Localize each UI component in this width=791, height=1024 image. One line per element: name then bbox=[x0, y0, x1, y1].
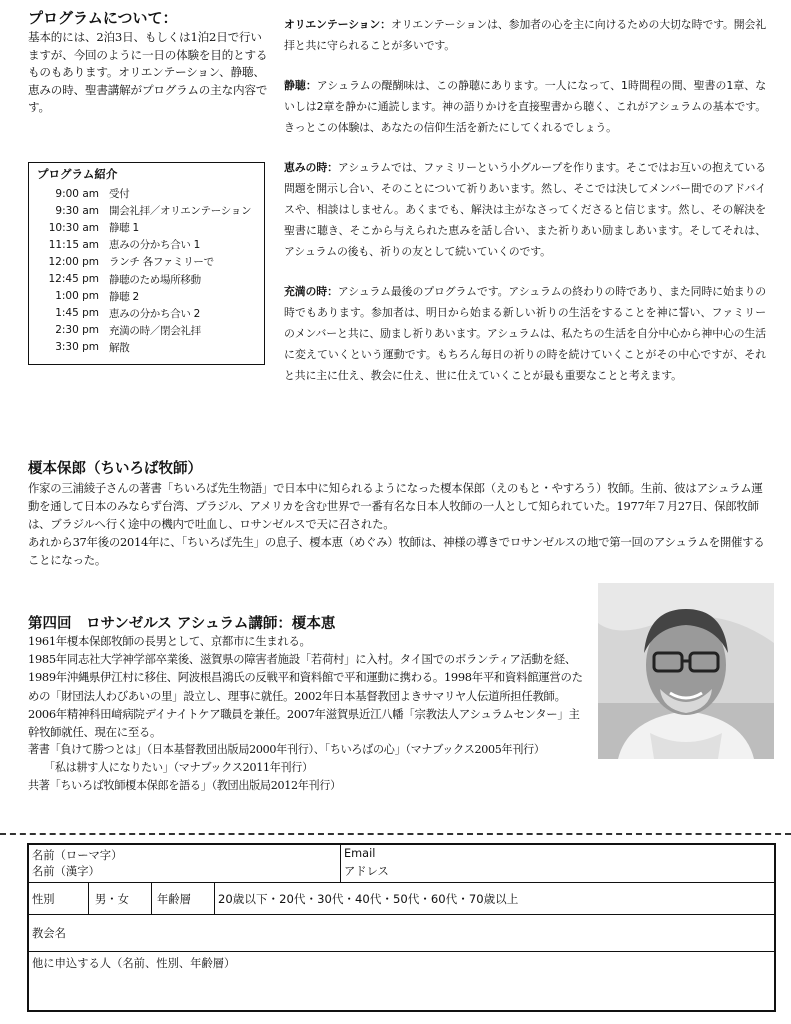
fullness-term: 充満の時： bbox=[284, 285, 338, 298]
schedule-row bbox=[29, 322, 264, 339]
other-applicants-field[interactable] bbox=[29, 951, 774, 1010]
address-label: アドレス bbox=[344, 865, 389, 878]
works-line-2: 「私は耕す人になりたい」（マナブックス2011年刊行） bbox=[28, 761, 313, 775]
name-kanji-label: 名前（漢字） bbox=[32, 865, 100, 878]
schedule-time: 3:30 pm bbox=[55, 341, 99, 354]
name-field[interactable] bbox=[29, 845, 340, 882]
enomoto-body bbox=[28, 479, 773, 569]
schedule-row bbox=[29, 339, 264, 356]
fullness-text: アシュラム最後のプログラムです。アシュラムの終わりの時であり、また同時に始まりの時でもあります。参加者は、明日から始まる新しい祈りの生活をすることを神に誓い、ファミリーのメンバーと共に、励まし祈りあいます。アシュラムは、私たちの生活を自分中心から神中心の生活に変えていくという運動です。もちろん毎日の祈りの時を続けていくことがその中心ですが、それと共に主に仕え、教会に仕え、世に仕えていくことが最も重要なことと考えます。 bbox=[284, 285, 766, 382]
age-label: 年齢層 bbox=[157, 893, 191, 906]
schedule-row bbox=[29, 236, 264, 253]
schedule-time: 11:15 am bbox=[48, 238, 99, 251]
church-field[interactable] bbox=[29, 914, 774, 951]
schedule-time: 12:00 pm bbox=[48, 255, 99, 268]
grace-term: 恵みの時： bbox=[284, 161, 338, 174]
silence-paragraph bbox=[284, 75, 766, 138]
orientation-paragraph bbox=[284, 14, 766, 56]
schedule-event: 充満の時／閉会礼拝 bbox=[109, 324, 201, 337]
email-address-field[interactable] bbox=[340, 845, 774, 882]
schedule-time: 1:45 pm bbox=[55, 307, 99, 320]
program-intro: 基本的には、2泊3日、もしくは1泊2日で行いますが、今回のように一日の体験を目的とするものもあります。オリエンテーション、静聴、恵みの時、聖書講解がプログラムの主な内容です。 bbox=[28, 30, 268, 114]
lecturer-bio bbox=[28, 632, 588, 741]
schedule-row bbox=[29, 288, 264, 305]
grace-paragraph bbox=[284, 157, 766, 262]
age-options-field[interactable] bbox=[214, 882, 774, 914]
name-roman-label: 名前（ローマ字） bbox=[32, 849, 123, 862]
schedule-box bbox=[28, 162, 265, 365]
schedule-time: 2:30 pm bbox=[55, 324, 99, 337]
orientation-text: オリエンテーションは、参加者の心を主に向けるための大切な時です。開会礼拝と共に守られることが多いです。 bbox=[284, 18, 766, 52]
schedule-time: 10:30 am bbox=[48, 221, 99, 234]
other-applicants-label: 他に申込する人（名前、性別、年齢層） bbox=[32, 957, 236, 970]
schedule-time: 9:30 am bbox=[55, 204, 99, 217]
schedule-event: 受付 bbox=[109, 188, 130, 201]
schedule-event: 静聴 1 bbox=[109, 222, 139, 235]
church-label: 教会名 bbox=[32, 927, 66, 940]
schedule-event: 解散 bbox=[109, 341, 130, 354]
schedule-time: 12:45 pm bbox=[48, 273, 99, 286]
grace-text: アシュラムでは、ファミリーという小グループを作ります。そこではお互いの抱えている問題を開示し合い、そのことについて祈りあいます。然し、そこでは決してメンバー間でのアドバイスや、相談はしません。あくまでも、解決は主がなさってくださると信じます。然し、その解決を聖書に聴き、そこから与えられた恵みを話し合い、また祈りあい励ましあいます。そしてそれは、アシュラムの後も、祈りの友として続いていくのです。 bbox=[284, 161, 766, 258]
lecturer-photo bbox=[598, 583, 774, 759]
silence-term: 静聴： bbox=[284, 79, 317, 92]
lecturer-bio-line-1: 1961年榎本保郎牧師の長男として、京都市に生まれる。 bbox=[28, 634, 311, 648]
orientation-term: オリエンテーション： bbox=[284, 18, 391, 31]
schedule-time: 1:00 pm bbox=[55, 290, 99, 303]
schedule-event: 静聴 2 bbox=[109, 290, 139, 303]
registration-form bbox=[27, 843, 776, 1012]
schedule-event: ランチ 各ファミリーで bbox=[109, 256, 214, 269]
schedule-event: 開会礼拝／オリエンテーション bbox=[109, 205, 252, 218]
cut-line-divider bbox=[0, 833, 791, 835]
works-line-1: 著書「負けて勝つとは」（日本基督教団出版局2000年刊行）、「ちいろばの心」（マナブックス2005年刊行） bbox=[28, 743, 545, 756]
schedule-title: プログラム紹介 bbox=[37, 167, 118, 181]
enomoto-heading: 榎本保郎（ちいろば牧師） bbox=[28, 460, 202, 477]
schedule-row bbox=[29, 202, 264, 219]
age-options: 20歳以下・20代・30代・40代・50代・60代・70歳以上 bbox=[218, 892, 519, 906]
program-descriptions bbox=[284, 14, 766, 386]
schedule-list bbox=[29, 185, 264, 356]
gender-options-field[interactable] bbox=[88, 882, 151, 914]
works-line-3: 共著「ちいろば牧師榎本保郎を語る」（教団出版局2012年刊行） bbox=[28, 779, 341, 793]
fullness-paragraph bbox=[284, 281, 766, 386]
schedule-event: 静聴のため場所移動 bbox=[109, 273, 201, 286]
email-label: Email bbox=[344, 847, 376, 860]
schedule-event: 恵みの分かち合い 1 bbox=[109, 239, 201, 252]
age-label-cell bbox=[151, 882, 214, 914]
program-heading: プログラムについて： bbox=[28, 9, 178, 27]
lecturer-works bbox=[28, 741, 778, 796]
silence-text: アシュラムの醍醐味は、この静聴にあります。一人になって、1時間程の間、聖書の1章、ないしは2章を静かに通読します。神の語りかけを直接聖書から聴く、これがアシュラムの基本です。きっとこの体験は、あなたの信仰生活を新たにしてくれるでしょう。 bbox=[284, 79, 766, 134]
schedule-row bbox=[29, 270, 264, 287]
enomoto-paragraph-2: あれから37年後の2014年に、「ちいろば先生」の息子、榎本恵（めぐみ）牧師は、神様の導きでロサンゼルスの地で第一回のアシュラムを開催することになった。 bbox=[28, 535, 765, 567]
gender-label-cell bbox=[29, 882, 88, 914]
gender-label: 性別 bbox=[32, 893, 55, 906]
schedule-time: 9:00 am bbox=[55, 187, 99, 200]
schedule-event: 恵みの分かち合い 2 bbox=[109, 307, 201, 320]
schedule-row bbox=[29, 305, 264, 322]
gender-options: 男・女 bbox=[95, 893, 129, 906]
lecturer-bio-line-2: 1985年同志社大学神学部卒業後、滋賀県の障害者施設「若荷村」に入村。タイ国でのボランティア活動を経、1989年沖縄県伊江村に移住、阿波根昌鴻氏の反戦平和資料館で平和運動に携わる。1998年平和資料館運営のための「財団法人わびあいの里」設立し、理事に就任。2002年日本基督教団よきサマリヤ人伝道所担任教師。2006年精神科田﨑病院デイナイトケア職員を兼任。2007年滋賀県近江八幡「宗教法人アシュラムセンター」主幹牧師就任、現在に至る。 bbox=[28, 652, 583, 740]
schedule-row bbox=[29, 219, 264, 236]
schedule-row bbox=[29, 185, 264, 202]
schedule-row bbox=[29, 253, 264, 270]
enomoto-paragraph-1: 作家の三浦綾子さんの著書「ちいろば先生物語」で日本中に知られるようになった榎本保郎（えのもと・やすろう）牧師。生前、彼はアシュラム運動を通して日本のみならず台湾、ブラジル、アメリカを含む世界で一番有名な日本人牧師の一人として知られていた。1977年７月27日、保郎牧師は、ブラジルへ行く途中の機内で吐血し、ロサンゼルスで天に召された。 bbox=[28, 481, 763, 531]
lecturer-heading: 第四回 ロサンゼルス アシュラム講師：榎本恵 bbox=[28, 615, 336, 632]
